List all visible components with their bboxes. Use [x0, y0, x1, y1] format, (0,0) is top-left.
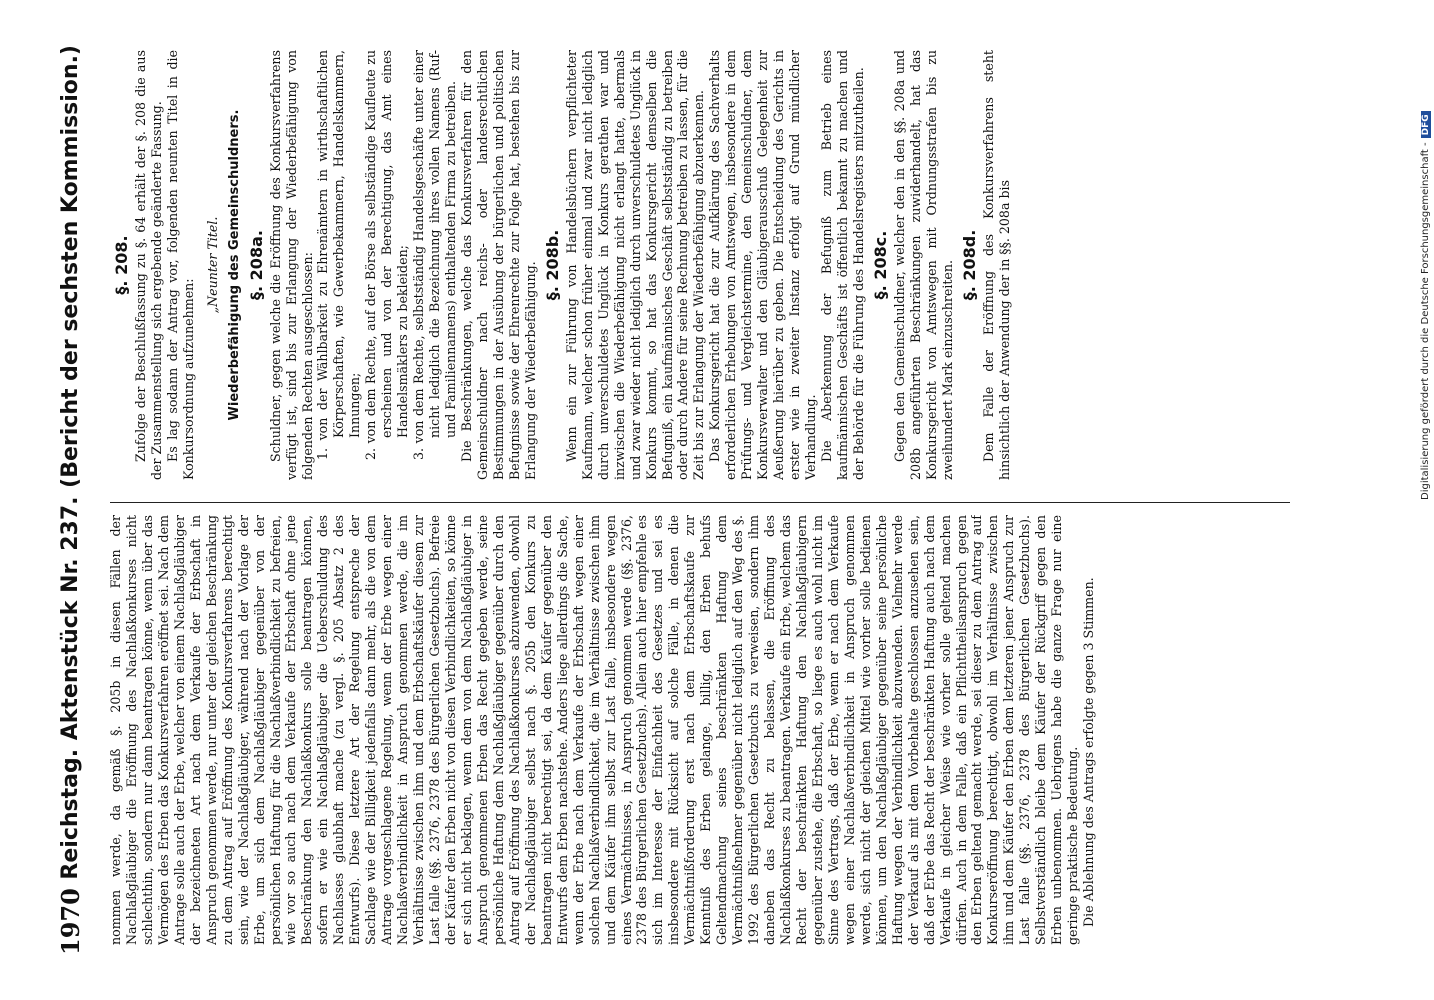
left-column: [108, 515, 1338, 945]
list-item: 3. von dem Rechte, selbstständig Handelsgeschäfte unter einer nicht lediglich die Bezeichnung ihres vollen Namens (Ruf- und Familiennamens) enthaltenden Firma zu betreiben.: [411, 50, 459, 460]
section-208c-text: Gegen den Gemeinschuldner, welcher den in den §§. 208a und 208b angeführten Beschränkungen zuwiderhandelt, hat das Konkursgericht von Amtswegen mit Ordnungsstrafen bis zu zweihundert Mark einzuschreiten.: [891, 50, 955, 480]
left-paragraph: Die Ablehnung des Antrags erfolgte gegen 3 Stimmen.: [1081, 577, 1097, 927]
page-number: 1970: [55, 888, 85, 955]
section-208d-text: Dem Falle der Eröffnung des Konkursverfahrens steht hinsichtlich der Anwendung der in §§. 208a bis: [980, 50, 1012, 480]
header-left: Reichstag.: [57, 748, 83, 880]
section-heading-208a: §. 208a.: [246, 230, 266, 300]
section-heading-208d: §. 208d.: [959, 229, 979, 301]
title-name: Wiederbefähigung des Gemeinschuldners.: [226, 109, 242, 421]
section-208a-intro: Schuldner, gegen welche die Eröffnung des Konkursverfahrens verfügt ist, sind bis zur Erlangung der Wiederbefähigung von folgenden Rechten ausgeschlossen:: [267, 50, 315, 480]
section-heading-208: §. 208.: [112, 235, 131, 295]
header-right: (Bericht der sechsten Kommission.): [57, 45, 83, 488]
section-208b-text-2: Das Konkursgericht hat die zur Aufklärung des Sachverhalts erforderlichen Erhebungen von Amtswegen, insbesondere in dem Prüfungs- und Vergleichstermine, den Gemeinschuldner, dem Konkursverwalter und den Gläubigerausschuß Gelegenheit zur Aeußerung hierüber zu geben. Die Entscheidung des Gerichts in erster wie in zweiter Instanz erfolgt auf Grund mündlicher Verhandlung.: [707, 50, 819, 480]
page-header: [50, 45, 90, 955]
section-208a-tail: Die Beschränkungen, welche das Konkursverfahren für den Gemeinschuldner nach reichs- oder landesrechtlichen Bestimmungen in der Ausübung der bürgerlichen und politischen Befugnisse sowie der Ehrenrechte zur Folge hat, bestehen bis zur Erlangung der Wiederbefähigung.: [459, 50, 538, 480]
digitization-note-text: Digitalisierung gefördert durch die Deutsche Forschungsgemeinschaft -: [1420, 142, 1431, 500]
section-208b-text-3: Die Aberkennung der Befugniß zum Betrieb eines kaufmännischen Geschäfts ist öffentlich bekannt zu machen und der Behörde für die Führung des Handelsregisters mitzutheilen.: [819, 50, 866, 480]
section-heading-208b: §. 208b.: [542, 229, 562, 301]
column-divider: [110, 502, 1290, 503]
section-208b-text: Wenn ein zur Führung von Handelsbüchern verpflichteter Kaufmann, welcher schon früher einmal und zwar nicht lediglich durch unverschuldetes Unglück in Konkurs gerathen war und inzwischen die Wiederbefähigung nicht erlangt hatte, abermals und zwar wieder nicht lediglich durch unverschuldetes Unglück in Konkurs kommt, so hat das Konkursgericht demselben die Befugniß, ein kaufmännisches Geschäft selbstständig zu betreiben oder durch Andere für seine Rechnung betreiben zu lassen, für die Zeit bis zur Erlangung der Wiederbefähigung abzuerkennen.: [563, 50, 707, 480]
section-heading-208c: §. 208c.: [870, 230, 890, 300]
title-quote: „Neunter Titel.: [204, 216, 220, 314]
header-middle: Aktenstück Nr. 237.: [57, 496, 83, 741]
proposal-text: Es lag sodann der Antrag vor, folgenden neunten Titel in die Konkursordnung aufzunehmen:: [164, 50, 196, 480]
right-column: [108, 50, 1358, 480]
digitization-note: [1420, 0, 1431, 500]
list-item: 2. von dem Rechte, auf der Börse als selbständige Kaufleute zu erscheinen und von der Berechtigung, das Amt eines Handelsmäklers zu bekleiden;: [363, 50, 411, 460]
section-208-text: Zufolge der Beschlußfassung zu §. 64 erhält der §. 208 die aus der Zusammenstellung sich ergebende geänderte Fassung.: [132, 50, 164, 480]
list-item: 1. von der Wählbarkeit zu Ehrenämtern in wirthschaftlichen Körperschaften, wie Gewerbekammern, Handelskammern, Innungen;: [315, 50, 363, 460]
dfg-logo: DFG: [1421, 111, 1431, 138]
left-paragraph: nommen werde, da gemäß §. 205b in diesen Fällen der Nachlaßgläubiger die Eröffnung des Nachlaßkonkurses nicht schlechthin, sondern nur dann beantragen könne, wenn über das Vermögen des Erben das Konkursverfahren eröffnet sei. Nach dem Antrage solle auch der Erbe, welcher von einem Nachlaßgläubiger der bezeichneten Art nach dem Verkaufe der Erbschaft in Anspruch genommen werde, nur unter der gleichen Beschränkung zu dem Antrag auf Eröffnung des Konkursverfahrens berechtigt sein, wie der Nachlaßgläubiger, während nach der Vorlage der Erbe, um sich dem Nachlaßgläubiger gegenüber von der persönlichen Haftung für die Nachlaßverbindlichkeit zu befreien, wie vor so auch nach dem Verkaufe der Erbschaft ohne jene Beschränkung den Nachlaßkonkurs solle beantragen können, sofern er wie ein Nachlaßgläubiger die Ueberschuldung des Nachlasses glaubhaft mache (zu vergl. §. 205 Absatz 2 des Entwurfs). Diese letztere Art der Regelung entspreche der Sachlage wie der Billigkeit jedenfalls dann mehr, als die von dem Antrage vorgeschlagene Regelung, wenn der Erbe wegen einer Nachlaßverbindlichkeit in Anspruch genommen werde, die im Verhältnisse zwischen ihm und dem Erbschaftskäufer diesem zur Last falle (§§. 2376, 2378 des Bürgerlichen Gesetzbuchs). Befreie der Käufer den Erben nicht von diesen Verbindlichkeiten, so könne er sich nicht beklagen, wenn dem von dem Nachlaßgläubiger in Anspruch genommenen Erben das Recht gegeben werde, seine persönliche Haftung dem Nachlaßgläubiger gegenüber durch den Antrag auf Eröffnung des Nachlaßkonkurses abzuwenden, obwohl der Nachlaßgläubiger selbst nach §. 205b den Konkurs zu beantragen nicht berechtigt sei, da dem Käufer gegenüber den Entwurfs dem Erben nachstehe. Anders liege allerdings die Sache, wenn der Erbe nach dem Verkaufe der Erbschaft wegen einer solchen Nachlaßverbindlichkeit, die im Verhältnisse zwischen ihm und dem Käufer ihm selbst zur Last falle, insbesondere wegen eines Vermächtnisses, in Anspruch genommen werde (§§. 2376, 2378 des Bürgerlichen Gesetzbuchs). Allein auch hier empfehle es sich im Interesse der Einfachheit des Gesetzes und sei es insbesondere mit Rücksicht auf solche Fälle, in denen die Vermächtnißforderung erst nach dem Erbschaftskaufe zur Kenntniß des Erben gelange, billig, den Erben behufs Geltendmachung seines beschränkten Haftung dem Vermächtnißnehmer gegenüber nicht lediglich auf den Weg des §. 1992 des Bürgerlichen Gesetzbuchs zu verweisen, sondern ihm daneben das Recht zu belassen, die Eröffnung des Nachlaßkonkurses zu beantragen. Verkaufe ein Erbe, welchem das Recht der beschränkten Haftung den Nachlaßgläubigern gegenüber zustehe, die Erbschaft, so liege es auch wohl nicht im Sinne des Vertrags, daß der Erbe, wenn er nach dem Verkaufe wegen einer Nachlaßverbindlichkeit in Anspruch genommen werde, sich nicht der gleichen Mittel wie vorher solle bedienen können, um den Nachlaßgläubiger gegenüber seine persönliche Haftung wegen der Verbindlichkeit abzuwenden. Vielmehr werde der Verkauf als mit dem Vorbehalte geschlossen anzusehen sein, daß der Erbe das Recht der beschränkten Haftung auch nach dem Verkaufe in gleicher Weise wie vorher solle geltend machen dürfen. Auch in dem Falle, daß ein Pflichttheilsanspruch gegen den Erben geltend gemacht werde, sei dieser zu dem Antrag auf Konkurseröffnung berechtigt, obwohl im Verhältnisse zwischen ihm und dem Käufer den Erben dem letzteren jener Anspruch zur Last falle (§§. 2376, 2378 des Bürgerlichen Gesetzbuchs). Selbstverständlich bleibe dem Käufer der Rückgriff gegen den Erben unbenommen. Uebrigens habe die ganze Frage nur eine geringe praktische Bedeutung.: [108, 515, 1081, 945]
